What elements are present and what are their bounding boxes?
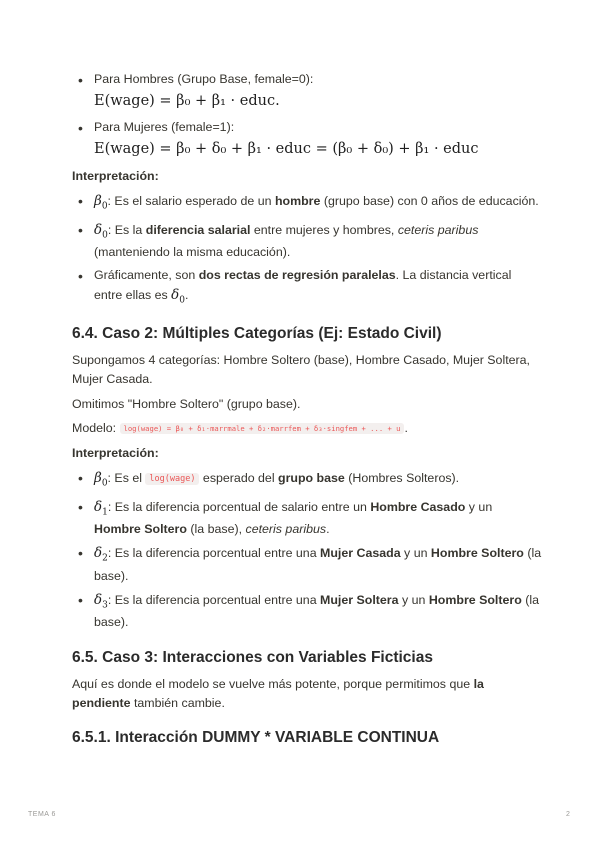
footer-chapter-label: TEMA 6 (28, 811, 56, 818)
bold-text: la pendiente (72, 677, 484, 710)
bold-text: Hombre Soltero (428, 593, 522, 608)
list-item (72, 266, 542, 308)
text: . (404, 421, 408, 436)
list-item (72, 118, 542, 160)
delta2-symbol: $\delta_2$ (94, 545, 108, 565)
text: Modelo: (72, 421, 120, 436)
bold-text: Hombre Soltero (94, 521, 187, 536)
text: (la base). (94, 593, 540, 630)
list-item (72, 70, 542, 112)
page-content (72, 70, 542, 756)
text: . (326, 521, 330, 536)
italic-text: ceteris paribus (245, 521, 327, 536)
men-label: Para Hombres (Grupo Base, female=0): (94, 72, 314, 86)
page-number: 2 (566, 811, 570, 818)
bold-text: grupo base (278, 471, 345, 486)
interpretation-list-2 (72, 468, 542, 632)
italic-text: ceteris paribus (397, 222, 479, 237)
text: y un (400, 546, 431, 561)
group-formulas-list (72, 70, 542, 161)
list-item (72, 590, 542, 632)
interpretation-list (72, 191, 542, 308)
paragraph (72, 675, 542, 712)
text: Aquí es donde el modelo se vuelve más potente, porque permitimos que (72, 677, 474, 692)
bold-text: Hombre Casado (370, 499, 466, 514)
text: . La distancia vertical entre ellas es (94, 268, 512, 302)
list-item (72, 468, 542, 491)
text: : Es la diferencia porcentual entre una (107, 546, 321, 561)
interpretation-heading: Interpretación: (72, 168, 159, 183)
text: . (185, 287, 189, 302)
bold-text: hombre (274, 194, 321, 209)
model-paragraph (72, 419, 542, 438)
text: : Es la diferencia porcentual de salario entre un (107, 499, 371, 514)
interpretation-heading: Interpretación: (72, 445, 159, 460)
section-6-5-1-title: 6.5.1. Interacción DUMMY * VARIABLE CONTINUA (72, 729, 440, 747)
bold-text: Hombre Soltero (430, 546, 524, 561)
men-formula: E(wage) = β₀ + β₁ · educ. (94, 92, 280, 109)
model-code: log(wage) = β₀ + δ₁·marrmale + δ₂·marrfem + δ₃·singfem + ... + u (120, 423, 405, 434)
text: (manteniendo la misma educación). (94, 244, 291, 259)
text: (grupo base) con 0 años de educación. (320, 194, 539, 209)
inline-code: log(wage) (145, 473, 199, 485)
text: : Es la diferencia porcentual entre una (107, 593, 321, 608)
paragraph: Supongamos 4 categorías: Hombre Soltero (base), Hombre Casado, Mujer Soltera, Mujer Casada. (72, 353, 530, 386)
text: esperado del (199, 471, 279, 486)
bold-text: dos rectas de regresión paralelas (198, 268, 396, 283)
delta3-symbol: $\delta_3$ (94, 592, 108, 611)
women-formula: E(wage) = β₀ + δ₀ + β₁ · educ = (β₀ + δ₀) + β₁ · educ (94, 140, 479, 157)
text: : Es la (107, 222, 146, 237)
delta0-symbol: $\delta_0$ (94, 221, 108, 241)
paragraph: Omitimos "Hombre Soltero" (grupo base). (72, 396, 301, 411)
text: : Es el (107, 471, 146, 486)
bold-text: Mujer Soltera (320, 593, 399, 608)
delta1-symbol: $\delta_1$ (94, 498, 108, 518)
text: (Hombres Solteros). (344, 471, 460, 486)
text: también cambie. (130, 695, 225, 710)
list-item (72, 497, 542, 539)
text: y un (465, 499, 493, 514)
delta0-symbol: $\delta_0$ (171, 286, 186, 306)
women-label: Para Mujeres (female=1): (94, 120, 235, 135)
text: Gráficamente, son (94, 268, 199, 283)
text: (la base). (94, 546, 542, 583)
text: y un (398, 593, 429, 608)
bold-text: Mujer Casada (320, 546, 401, 561)
bold-text: diferencia salarial (145, 222, 251, 237)
beta0-symbol: $\beta_0$ (94, 470, 108, 490)
list-item (72, 191, 542, 214)
section-6-5-title: 6.5. Caso 3: Interacciones con Variables Ficticias (72, 648, 433, 666)
beta0-symbol: $\beta_0$ (94, 193, 108, 213)
list-item (72, 220, 542, 262)
text: (la base), (186, 521, 246, 536)
list-item (72, 543, 542, 585)
text: : Es el salario esperado de un (107, 194, 275, 209)
text: entre mujeres y hombres, (250, 222, 398, 237)
section-6-4-title: 6.4. Caso 2: Múltiples Categorías (Ej: Estado Civil) (72, 325, 442, 343)
